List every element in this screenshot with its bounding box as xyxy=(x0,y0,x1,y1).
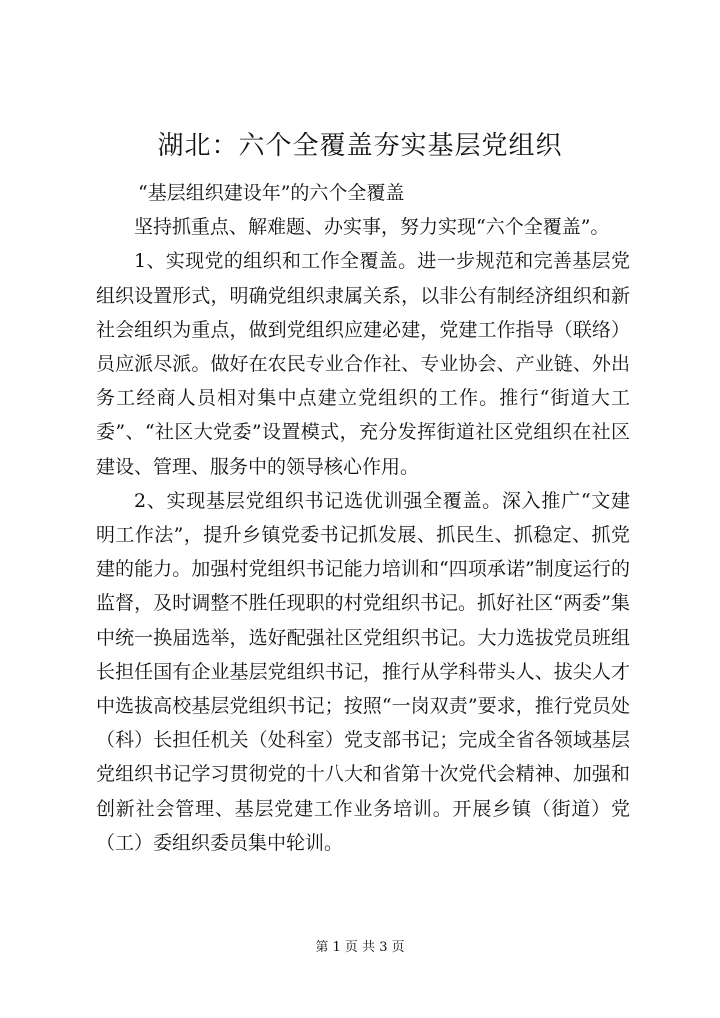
paragraph-1: 1、实现党的组织和工作全覆盖。进一步规范和完善基层党组织设置形式，明确党组织隶属关系，以非公有制经济组织和新社会组织为重点，做到党组织应建必建，党建工作指导（联络）员应派尽派。做好在农民专业合作社、专业协会、产业链、外出务工经商人员相对集中点建立党组织的工作。推行“街道大工委”、“社区大党委”设置模式，充分发挥街道社区党组织在社区建设、管理、服务中的领导核心作用。 xyxy=(96,250,630,478)
paragraph-intro: 坚持抓重点、解难题、办实事，努力实现“六个全覆盖”。 xyxy=(134,216,610,239)
paragraph-2: 2、实现基层党组织书记选优训强全覆盖。深入推广“文建明工作法”，提升乡镇党委书记抓发展、抓民生、抓稳定、抓党建的能力。加强村党组织书记能力培训和“四项承诺”制度运行的监督，及时调整不胜任现职的村党组织书记。抓好社区“两委”集中统一换届选举，选好配强社区党组织书记。大力选拔党员班组长担任国有企业基层党组织书记，推行从学科带头人、拔尖人才中选拔高校基层党组织书记；按照“一岗双责”要求，推行党员处（科）长担任机关（处科室）党支部书记；完成全省各领域基层党组织书记学习贯彻党的十八大和省第十次党代会精神、加强和创新社会管理、基层党建工作业务培训。开展乡镇（街道）党（工）委组织委员集中轮训。 xyxy=(96,489,630,854)
document-body xyxy=(96,176,630,860)
document-subtitle: “基层组织建设年”的六个全覆盖 xyxy=(138,182,405,204)
document-title: 湖北：六个全覆盖夯实基层党组织 xyxy=(157,131,563,161)
page-footer: 第 1 页 共 3 页 xyxy=(315,940,405,955)
